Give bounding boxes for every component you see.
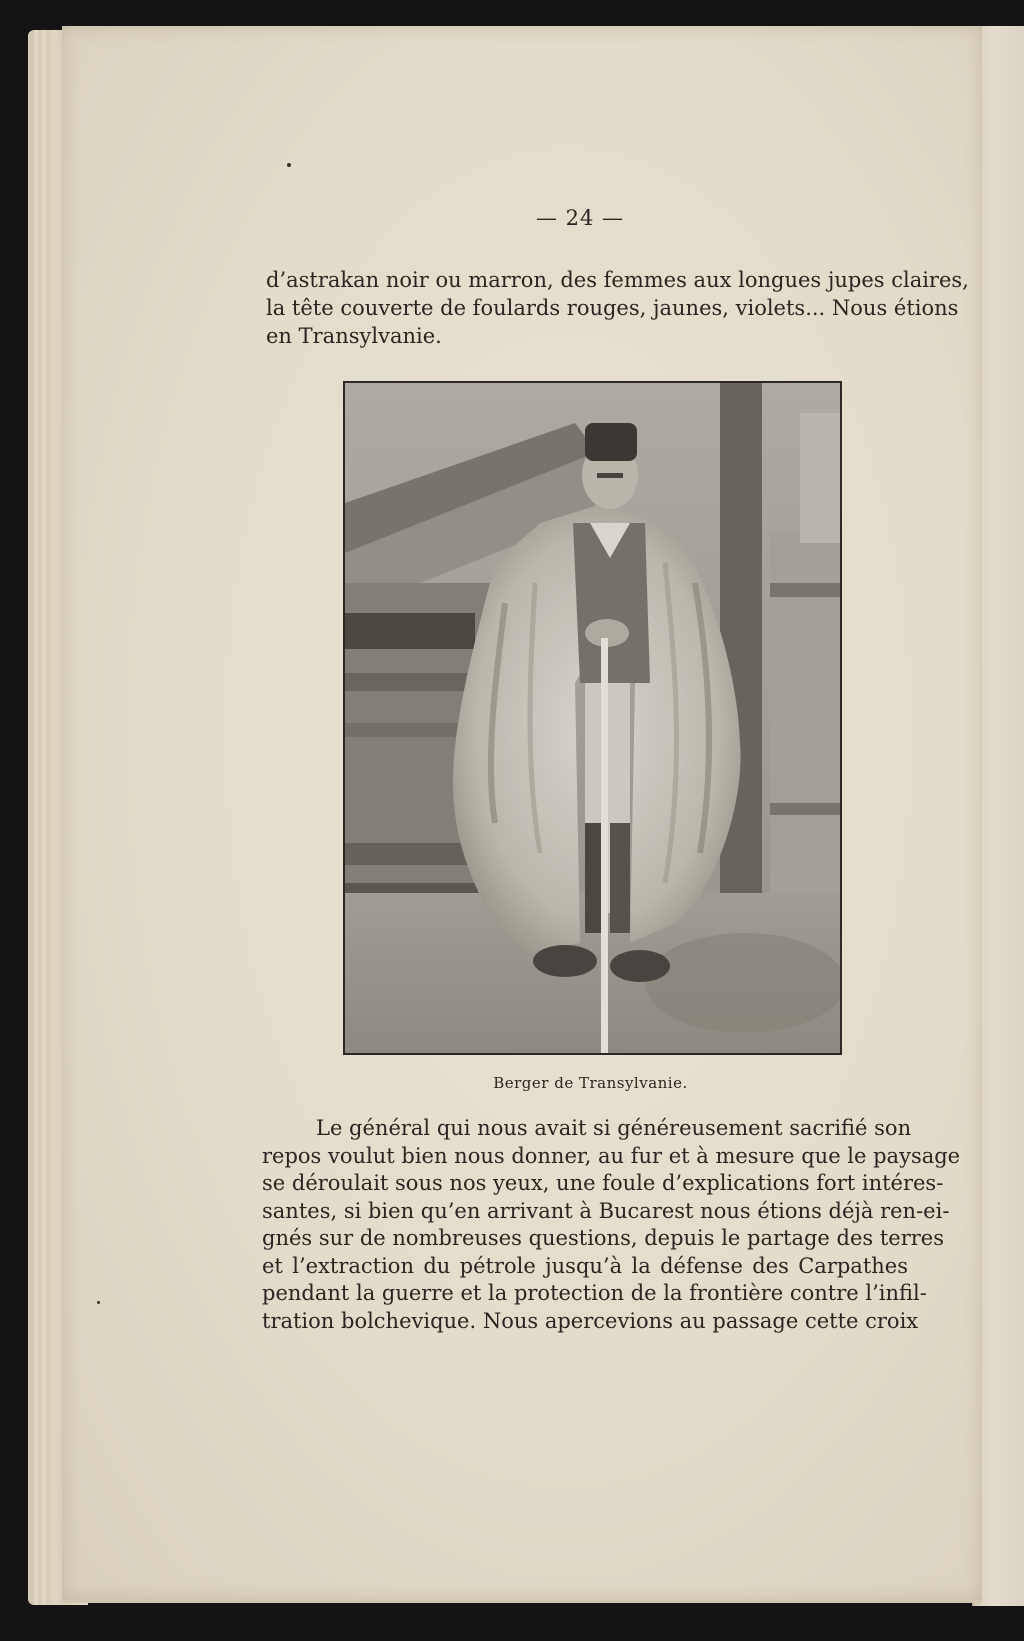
page-number: — 24 — [535, 206, 625, 230]
text-line: pendant la guerre et la protection de la frontière contre l’infil- [262, 1281, 927, 1305]
text-line: en Transylvanie. [266, 324, 442, 348]
paper-speck [287, 163, 291, 167]
paragraph-bottom [262, 1115, 961, 1335]
paragraph-top [266, 266, 969, 350]
text-line: santes, si bien qu’en arrivant à Bucarest nous étions déjà ren-ei- [262, 1198, 950, 1223]
text-line: tration bolchevique. Nous apercevions au passage cette croix [262, 1308, 919, 1333]
text-line: repos voulut bien nous donner, au fur et à mesure que le paysage [262, 1143, 961, 1168]
text-line: se déroulait sous nos yeux, une foule d’explications fort intéres- [262, 1171, 944, 1195]
text-line: la tête couverte de foulards rouges, jaunes, violets... Nous étions [266, 296, 959, 320]
photo-caption: Berger de Transylvanie. [493, 1074, 688, 1092]
text-line: et l’extraction du pétrole jusqu’à la défense des Carpathes [262, 1253, 908, 1278]
paper-speck [97, 1301, 100, 1304]
text-line: Le général qui nous avait si généreusement sacrifié son [316, 1116, 912, 1140]
shepherd-photo [343, 381, 842, 1055]
text-line: d’astrakan noir ou marron, des femmes aux longues jupes claires, [266, 268, 969, 292]
text-line: gnés sur de nombreuses questions, depuis le partage des terres [262, 1226, 945, 1250]
